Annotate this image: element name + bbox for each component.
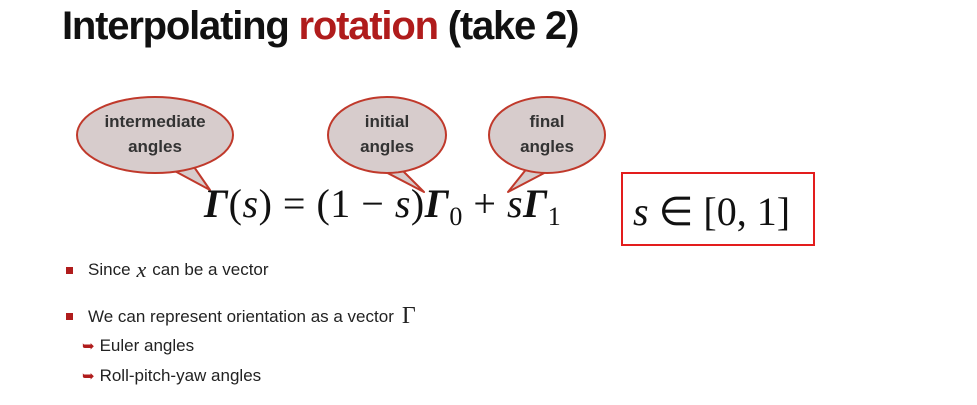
eq-sub0: 0 (449, 202, 463, 231)
bubble-initial-angles (328, 97, 446, 192)
eq-s2: s (394, 181, 411, 226)
interpolation-equation (204, 180, 562, 231)
bullet2-symbol: Γ (401, 303, 416, 329)
title-accent: rotation (298, 4, 438, 48)
eq-gamma1: Γ (523, 181, 548, 226)
bullet-since-x (66, 257, 269, 283)
bubble-intermediate-line2: angles (128, 137, 182, 156)
subbullet1-text: Euler angles (99, 336, 195, 355)
arrow-right-icon: ➥ (82, 338, 95, 355)
eq-s: s (242, 181, 259, 226)
bubble-final-angles (489, 97, 605, 192)
eq-sub1: 1 (547, 202, 562, 231)
range-expression (633, 188, 790, 235)
bubble-final-line1: final (529, 112, 565, 131)
range-s: s (633, 189, 649, 234)
bullet2-text: We can represent orientation as a vector (88, 306, 394, 326)
bullet-orientation-vector (66, 303, 416, 330)
bullet1-pre: Since (88, 260, 131, 279)
bullet1-var: x (136, 257, 147, 282)
bubble-intermediate-angles (77, 97, 233, 190)
range-rest: ∈ [0, 1] (648, 189, 791, 234)
subbullet-roll-pitch-yaw (82, 366, 261, 386)
eq-close-eq: ) = (1 − (258, 181, 395, 226)
eq-open: ( (228, 181, 243, 226)
range-box (621, 172, 815, 246)
bubble-initial-line1: initial (364, 112, 410, 131)
eq-plus: + (462, 181, 507, 226)
eq-gamma: Γ (204, 181, 229, 226)
bubble-intermediate-line1: intermediate (104, 112, 206, 131)
subbullet-euler-angles (82, 336, 194, 356)
eq-s3: s (506, 181, 524, 226)
eq-gamma0: Γ (424, 181, 450, 226)
bubble-final-line2: angles (520, 137, 574, 156)
eq-close2: ) (410, 181, 425, 226)
bullet-square-icon (66, 313, 73, 320)
bullet1-post: can be a vector (152, 260, 269, 279)
title-part2: (take 2) (437, 4, 579, 48)
title-part1: Interpolating (62, 4, 299, 48)
arrow-right-icon: ➥ (82, 368, 95, 385)
bullet-square-icon (66, 267, 73, 274)
subbullet2-text: Roll-pitch-yaw angles (99, 366, 262, 385)
bubble-initial-line2: angles (360, 137, 414, 156)
